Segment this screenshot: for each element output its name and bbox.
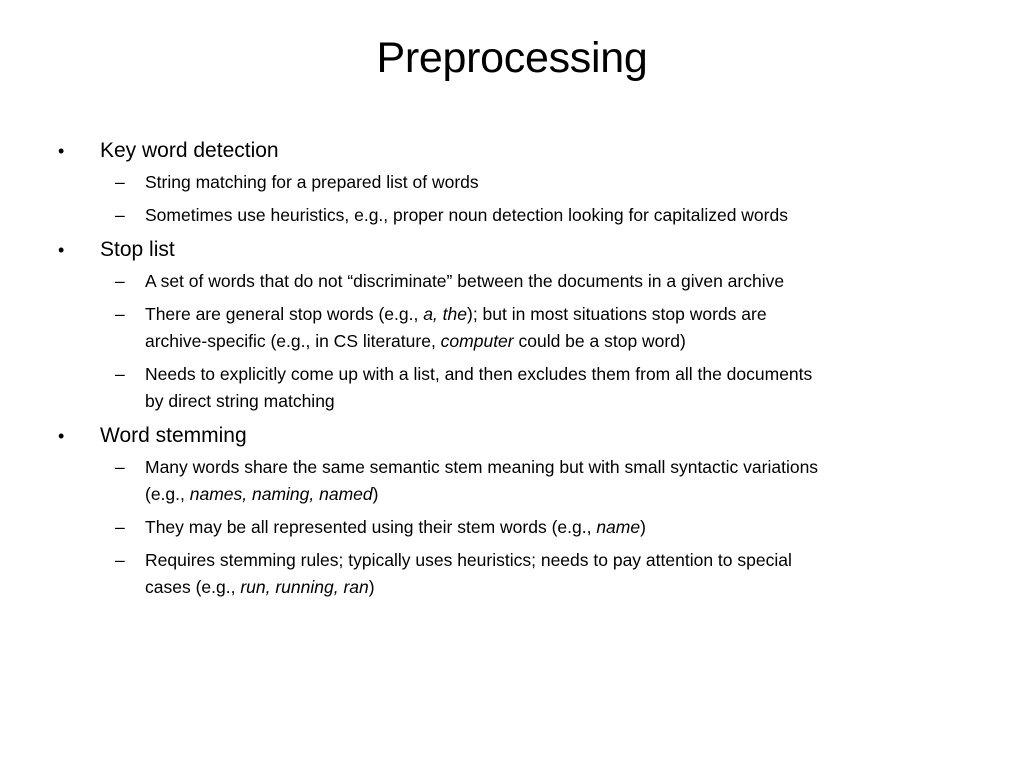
text-run: ) <box>372 484 379 504</box>
sub-bullet <box>100 514 958 541</box>
italic-run: computer <box>440 331 514 351</box>
sub-bullet-line <box>145 301 958 328</box>
dash-icon: – <box>115 457 125 477</box>
text-run: (e.g., <box>145 484 190 504</box>
sub-bullet-line: by direct string matching <box>145 391 335 411</box>
dash-icon: – <box>115 172 125 192</box>
text-run: There are general stop words (e.g., <box>145 304 424 324</box>
sub-bullet <box>100 301 958 355</box>
sub-bullet-line <box>145 574 958 601</box>
dash-icon: – <box>115 304 125 324</box>
dash-icon: – <box>115 271 125 291</box>
sub-bullet <box>100 454 958 508</box>
text-run: could be a stop word) <box>513 331 686 351</box>
dash-icon: – <box>115 517 125 537</box>
sub-list <box>58 454 958 601</box>
sub-bullet <box>100 202 958 229</box>
sub-bullet <box>100 268 958 295</box>
italic-run: a, the <box>423 304 467 324</box>
sub-bullet-line: Needs to explicitly come up with a list, and then excludes them from all the documents <box>145 364 813 384</box>
dash-icon: – <box>115 364 125 384</box>
sub-bullet-line <box>145 328 958 355</box>
sub-bullet <box>100 361 958 415</box>
bullet-icon: • <box>58 240 65 260</box>
text-run: cases (e.g., <box>145 577 241 597</box>
bullet-key-word-detection <box>58 136 958 166</box>
sub-bullet-line: Many words share the same semantic stem meaning but with small syntactic variations <box>145 457 819 477</box>
slide-content <box>58 134 958 607</box>
italic-run: run, running, ran <box>240 577 369 597</box>
dash-icon: – <box>115 550 125 570</box>
sub-bullet-line <box>145 514 958 541</box>
bullet-heading: Word stemming <box>100 424 247 447</box>
sub-bullet-text: String matching for a prepared list of words <box>145 172 479 192</box>
sub-bullet-text: Sometimes use heuristics, e.g., proper noun detection looking for capitalized words <box>145 205 788 225</box>
text-run: ) <box>640 517 646 537</box>
sub-bullet <box>100 547 958 601</box>
bullet-word-stemming <box>58 421 958 451</box>
sub-bullet-line <box>145 481 958 508</box>
bullet-icon: • <box>58 141 65 161</box>
sub-list <box>58 169 958 229</box>
bullet-stop-list <box>58 235 958 265</box>
bullet-heading: Stop list <box>100 238 175 261</box>
italic-run: names, naming, named <box>189 484 373 504</box>
sub-bullet-text: A set of words that do not “discriminate” between the documents in a given archive <box>145 271 785 291</box>
text-run: archive-specific (e.g., in CS literature, <box>145 331 441 351</box>
slide-title: Preprocessing <box>376 34 648 82</box>
sub-bullet <box>100 169 958 196</box>
text-run: ); but in most situations stop words are <box>467 304 767 324</box>
italic-run: name <box>596 517 641 537</box>
text-run: ) <box>368 577 375 597</box>
sub-list <box>58 268 958 415</box>
sub-bullet-line: Requires stemming rules; typically uses heuristics; needs to pay attention to special <box>145 550 792 570</box>
text-run: They may be all represented using their stem words (e.g., <box>145 517 597 537</box>
bullet-icon: • <box>58 426 65 446</box>
bullet-heading: Key word detection <box>100 139 279 162</box>
dash-icon: – <box>115 205 125 225</box>
